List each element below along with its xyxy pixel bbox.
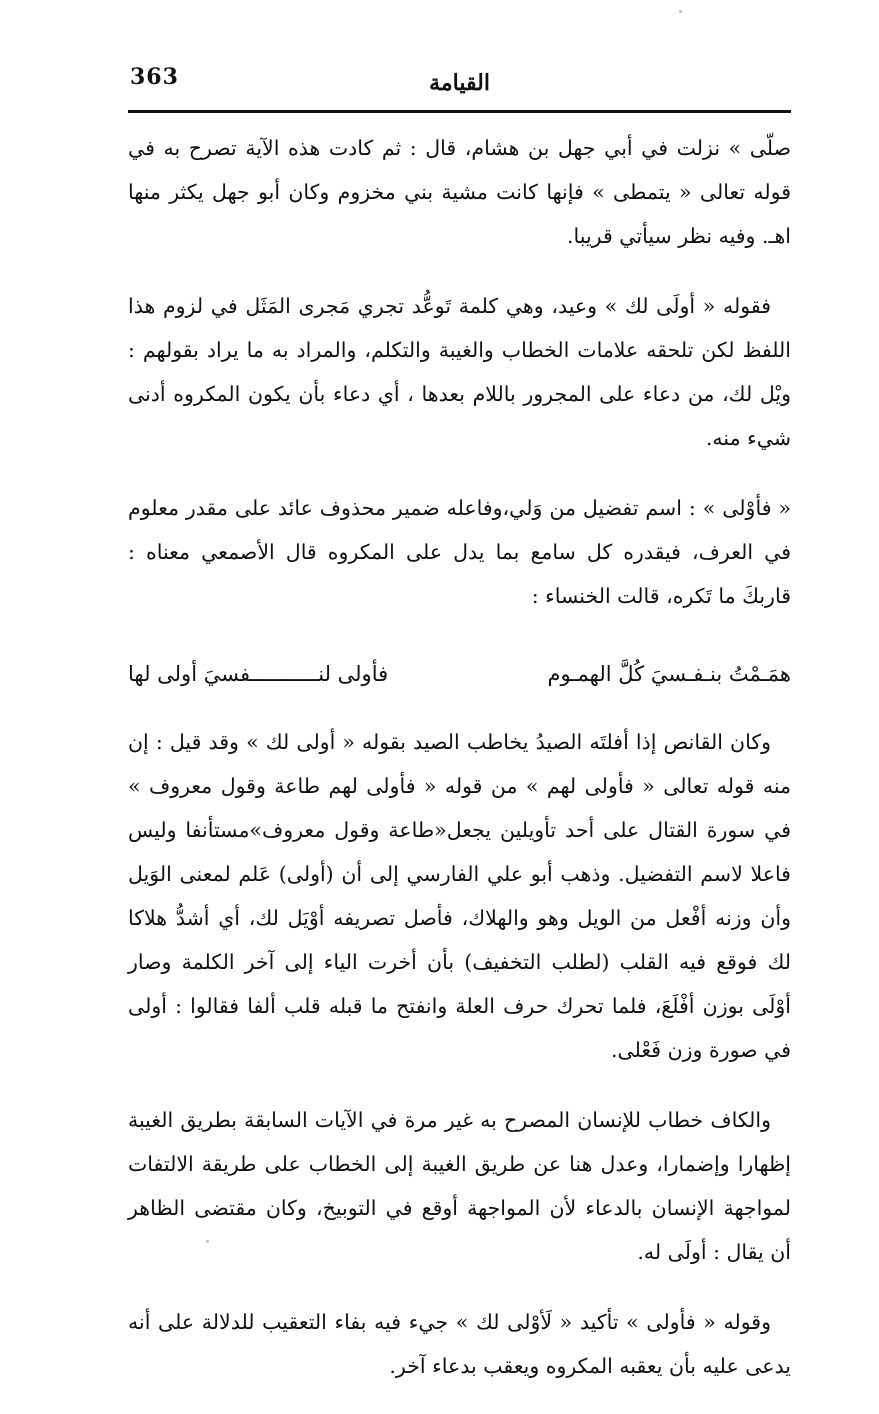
- page-number: 363: [130, 64, 179, 90]
- paragraph-qanis: وكان القانص إذا أفلتَه الصيدُ يخاطب الصيد بقوله « أولى لك » وقد قيل : إن منه قوله تعالى « فأولى لهم » من قوله « فأولى لهم طاعة وقول معروف » في سورة القتال على أحد تأويلين يجعل«طاعة وقول معروف»مستأنفا وليس فاعلا لاسم التفضيل. وذهب أبو علي الفارسي إلى أن (أولى) عَلم لمعنى الوَيل وأن وزنه أفْعل من الويل وهو والهلاك، فأصل تصريفه أوْيَل لك، أي أشدُّ هلاكا لك فوقع فيه القلب (لطلب التخفيف) بأن أخرت الياء إلى آخر الكلمة وصار أوْلَى بوزن أفْلَعَ، فلما تحرك حرف العلة وانفتح ما قبله قلب ألفا فقالوا : أولى في صورة وزن فَعْلى.: [128, 730, 791, 1062]
- scan-speck: [206, 1240, 209, 1243]
- running-title: القيامة: [429, 70, 490, 96]
- scan-speck: [679, 10, 682, 13]
- paragraph-continuation: صلّى » نزلت في أبي جهل بن هشام، قال : ثم كادت هذه الآية تصرح به في قوله تعالى « يتمطى » فإنها كانت مشية بني مخزوم وكان أبو جهل يكثر منها اهـ. وفيه نظر سيأتي قريبا.: [128, 136, 791, 248]
- verse-second-hemistich: فأولى لنـــــــــــفسيَ أولى لها: [128, 662, 389, 686]
- page-header: [128, 64, 791, 110]
- page-body: [128, 126, 791, 1414]
- poetry-verse: [128, 652, 791, 696]
- paragraph-awla-laka: فقوله « أولَى لك » وعيد، وهي كلمة تَوعُّد تجري مَجرى المَثَل في لزوم هذا اللفظ لكن تلحقه علامات الخطاب والغيبة والتكلم، والمراد به ما يراد بقولهم : ويْل لك، من دعاء على المجرور باللام بعدها ، أي دعاء بأن يكون المكروه أدنى شيء منه.: [128, 294, 791, 450]
- paragraph-fa-awla: « فأوْلى » : اسم تفضيل من وَلي،وفاعله ضمير محذوف عائد على مقدر معلوم في العرف، فيقدره كل سامع بما يدل على المكروه قال الأصمعي معناه : قاربكَ ما تَكره، قالت الخنساء :: [128, 496, 791, 608]
- verse-first-hemistich: همَـمْتُ بنـفـسيَ كُلَّ الهمـوم: [547, 662, 791, 686]
- header-rule: [128, 110, 791, 113]
- paragraph-ta-kid: وقوله « فأولى » تأكيد « لَأوْلى لك » جيء فيه بفاء التعقيب للدلالة على أنه يدعى عليه بأن يعقبه المكروه ويعقب بدعاء آخر.: [128, 1310, 791, 1378]
- paragraph-kaf-khitab: والكاف خطاب للإنسان المصرح به غير مرة في الآيات السابقة بطريق الغيبة إظهارا وإضمارا، وعدل هنا عن طريق الغيبة إلى الخطاب على طريقة الالتفات لمواجهة الإنسان بالدعاء لأن المواجهة أوقع في التوبيخ، وكان مقتضى الظاهر أن يقال : أولَى له.: [128, 1108, 791, 1264]
